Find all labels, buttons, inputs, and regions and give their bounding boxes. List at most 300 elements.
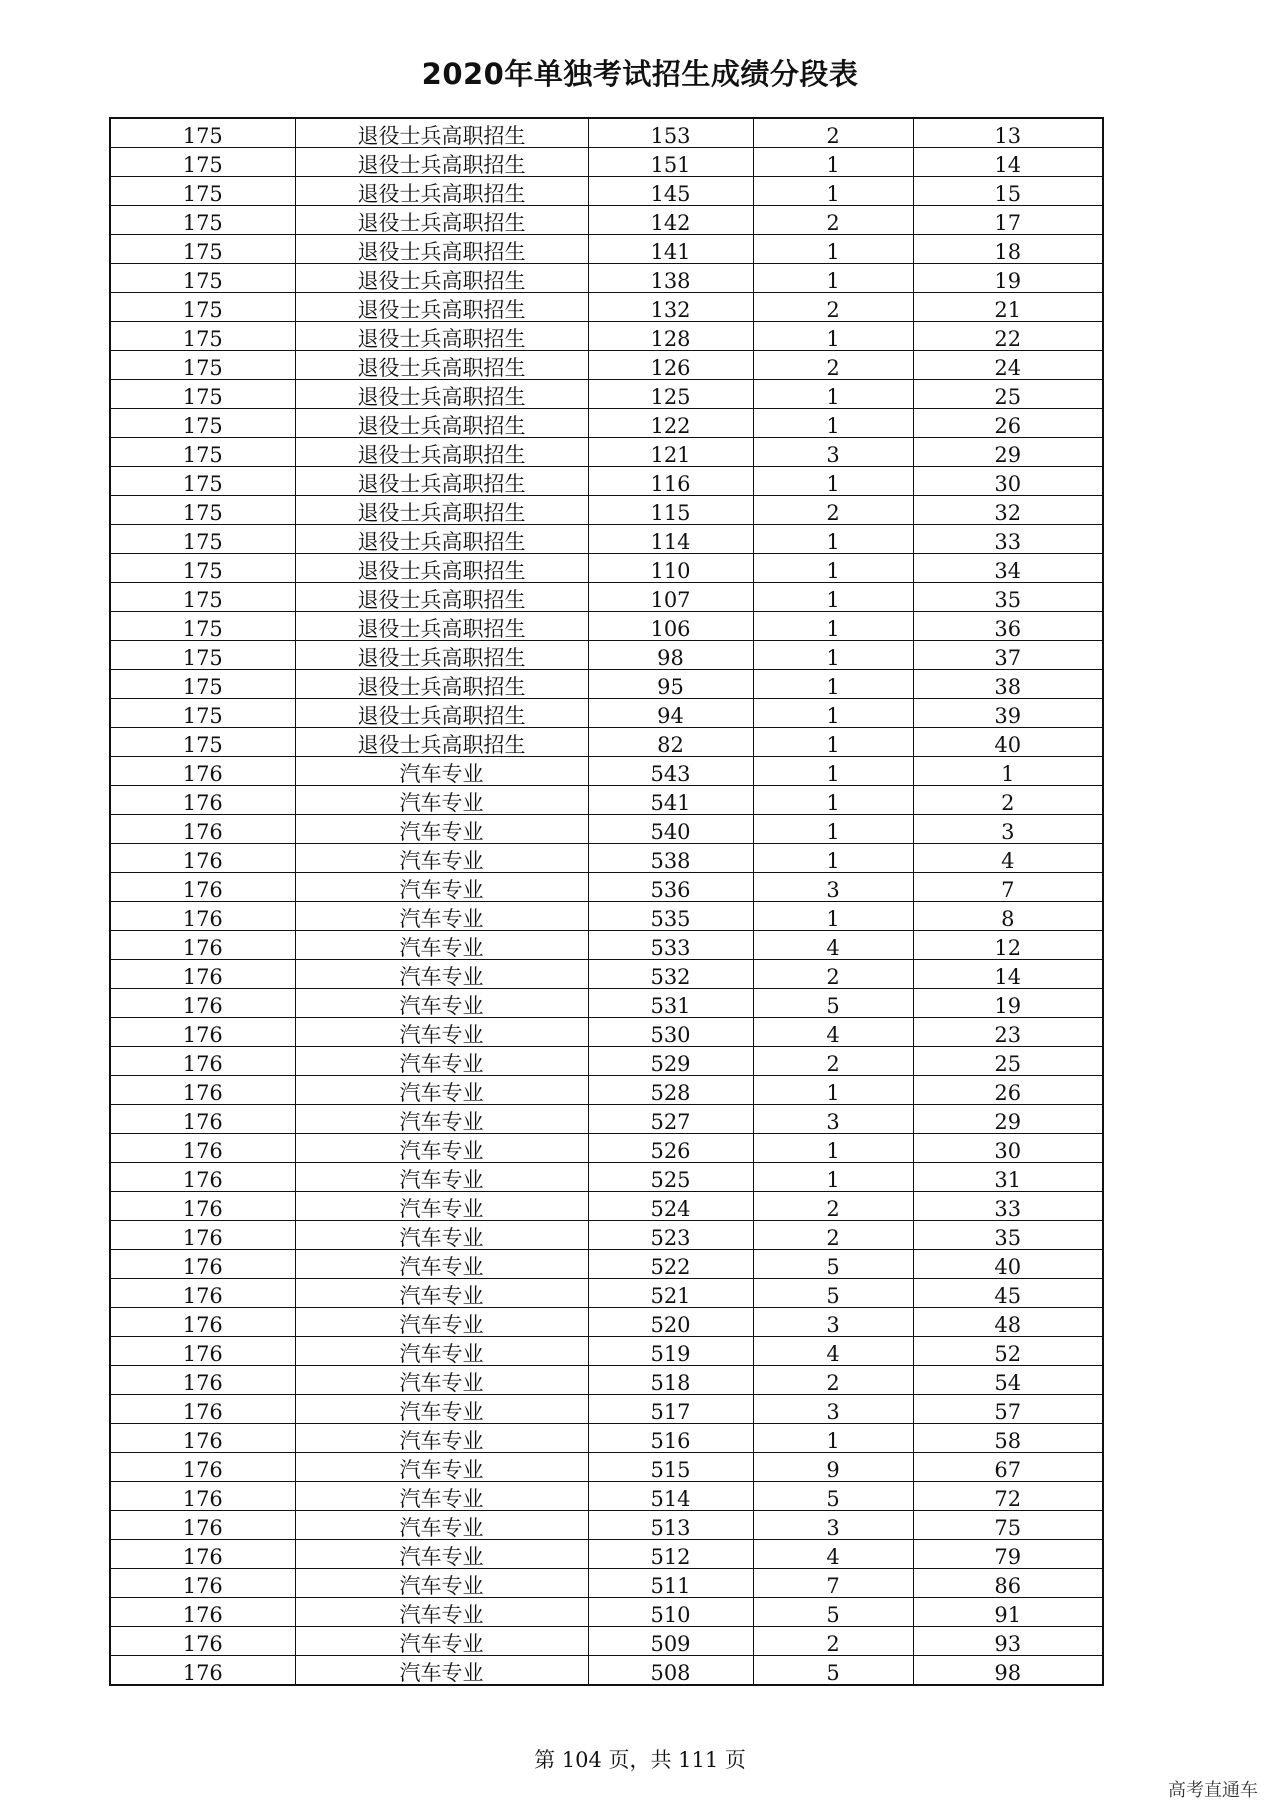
category-code-cell: 176	[110, 1076, 295, 1105]
category-code-cell: 176	[110, 1250, 295, 1279]
category-name-cell: 退役士兵高职招生	[295, 235, 588, 264]
category-name-cell: 汽车专业	[295, 1598, 588, 1627]
table-row	[110, 438, 1103, 467]
count-cell: 2	[753, 206, 913, 235]
score-cell: 114	[588, 525, 753, 554]
table-row	[110, 583, 1103, 612]
category-code-cell: 176	[110, 989, 295, 1018]
cumulative-cell: 31	[913, 1163, 1103, 1192]
category-code-cell: 176	[110, 1221, 295, 1250]
cumulative-cell: 23	[913, 1018, 1103, 1047]
cumulative-cell: 35	[913, 583, 1103, 612]
category-code-cell: 176	[110, 1511, 295, 1540]
category-code-cell: 175	[110, 496, 295, 525]
category-code-cell: 176	[110, 1047, 295, 1076]
table-row	[110, 293, 1103, 322]
count-cell: 5	[753, 1250, 913, 1279]
count-cell: 1	[753, 322, 913, 351]
score-distribution-table	[109, 117, 1104, 1686]
category-code-cell: 176	[110, 1018, 295, 1047]
category-name-cell: 退役士兵高职招生	[295, 670, 588, 699]
table-row	[110, 902, 1103, 931]
score-cell: 141	[588, 235, 753, 264]
score-cell: 516	[588, 1424, 753, 1453]
category-name-cell: 退役士兵高职招生	[295, 409, 588, 438]
table-row	[110, 525, 1103, 554]
count-cell: 4	[753, 1540, 913, 1569]
category-name-cell: 汽车专业	[295, 1395, 588, 1424]
category-code-cell: 176	[110, 1192, 295, 1221]
cumulative-cell: 26	[913, 409, 1103, 438]
category-code-cell: 175	[110, 264, 295, 293]
score-cell: 128	[588, 322, 753, 351]
table-row	[110, 177, 1103, 206]
table-row	[110, 1569, 1103, 1598]
score-cell: 525	[588, 1163, 753, 1192]
score-cell: 543	[588, 757, 753, 786]
page-title: 2020年单独考试招生成绩分段表	[421, 57, 859, 91]
table-row	[110, 728, 1103, 757]
table-row	[110, 1076, 1103, 1105]
cumulative-cell: 34	[913, 554, 1103, 583]
count-cell: 5	[753, 1656, 913, 1686]
cumulative-cell: 98	[913, 1656, 1103, 1686]
score-cell: 125	[588, 380, 753, 409]
table-row	[110, 1163, 1103, 1192]
table-row	[110, 960, 1103, 989]
cumulative-cell: 22	[913, 322, 1103, 351]
count-cell: 2	[753, 1192, 913, 1221]
score-cell: 94	[588, 699, 753, 728]
cumulative-cell: 1	[913, 757, 1103, 786]
score-cell: 132	[588, 293, 753, 322]
score-cell: 513	[588, 1511, 753, 1540]
table-row	[110, 554, 1103, 583]
table-row	[110, 815, 1103, 844]
count-cell: 4	[753, 931, 913, 960]
category-code-cell: 176	[110, 1453, 295, 1482]
cumulative-cell: 40	[913, 728, 1103, 757]
count-cell: 1	[753, 148, 913, 177]
count-cell: 1	[753, 728, 913, 757]
count-cell: 1	[753, 815, 913, 844]
cumulative-cell: 14	[913, 960, 1103, 989]
score-cell: 528	[588, 1076, 753, 1105]
category-name-cell: 汽车专业	[295, 1627, 588, 1656]
table-row	[110, 1482, 1103, 1511]
table-row	[110, 989, 1103, 1018]
category-name-cell: 退役士兵高职招生	[295, 380, 588, 409]
category-code-cell: 175	[110, 322, 295, 351]
score-cell: 519	[588, 1337, 753, 1366]
table-row	[110, 1337, 1103, 1366]
score-cell: 523	[588, 1221, 753, 1250]
count-cell: 1	[753, 612, 913, 641]
score-cell: 530	[588, 1018, 753, 1047]
count-cell: 1	[753, 583, 913, 612]
category-code-cell: 175	[110, 409, 295, 438]
category-code-cell: 176	[110, 1134, 295, 1163]
cumulative-cell: 25	[913, 1047, 1103, 1076]
watermark: 高考直通车	[1168, 1780, 1258, 1801]
table-row	[110, 1540, 1103, 1569]
category-code-cell: 175	[110, 438, 295, 467]
table-row	[110, 1105, 1103, 1134]
table-row	[110, 1366, 1103, 1395]
category-code-cell: 175	[110, 612, 295, 641]
table-row	[110, 1221, 1103, 1250]
score-cell: 98	[588, 641, 753, 670]
count-cell: 2	[753, 496, 913, 525]
category-name-cell: 汽车专业	[295, 786, 588, 815]
count-cell: 1	[753, 786, 913, 815]
count-cell: 1	[753, 1134, 913, 1163]
category-name-cell: 汽车专业	[295, 1163, 588, 1192]
category-code-cell: 175	[110, 554, 295, 583]
count-cell: 4	[753, 1337, 913, 1366]
score-cell: 126	[588, 351, 753, 380]
category-name-cell: 退役士兵高职招生	[295, 554, 588, 583]
score-cell: 540	[588, 815, 753, 844]
category-name-cell: 退役士兵高职招生	[295, 612, 588, 641]
cumulative-cell: 35	[913, 1221, 1103, 1250]
count-cell: 1	[753, 467, 913, 496]
score-cell: 153	[588, 118, 753, 148]
category-code-cell: 176	[110, 1395, 295, 1424]
count-cell: 3	[753, 873, 913, 902]
category-name-cell: 汽车专业	[295, 1540, 588, 1569]
cumulative-cell: 19	[913, 264, 1103, 293]
category-name-cell: 退役士兵高职招生	[295, 583, 588, 612]
table-row	[110, 931, 1103, 960]
category-code-cell: 175	[110, 380, 295, 409]
count-cell: 4	[753, 1018, 913, 1047]
cumulative-cell: 25	[913, 380, 1103, 409]
count-cell: 1	[753, 641, 913, 670]
score-cell: 106	[588, 612, 753, 641]
category-name-cell: 汽车专业	[295, 1511, 588, 1540]
category-code-cell: 176	[110, 1424, 295, 1453]
score-cell: 524	[588, 1192, 753, 1221]
category-code-cell: 176	[110, 1482, 295, 1511]
table-row	[110, 1627, 1103, 1656]
score-cell: 538	[588, 844, 753, 873]
cumulative-cell: 36	[913, 612, 1103, 641]
score-cell: 142	[588, 206, 753, 235]
category-name-cell: 退役士兵高职招生	[295, 438, 588, 467]
table-row	[110, 496, 1103, 525]
category-name-cell: 汽车专业	[295, 757, 588, 786]
score-cell: 531	[588, 989, 753, 1018]
page-footer: 第 104 页，共 111 页	[534, 1748, 746, 1772]
cumulative-cell: 45	[913, 1279, 1103, 1308]
category-name-cell: 汽车专业	[295, 1308, 588, 1337]
category-code-cell: 175	[110, 641, 295, 670]
table-row	[110, 1511, 1103, 1540]
cumulative-cell: 52	[913, 1337, 1103, 1366]
count-cell: 1	[753, 177, 913, 206]
category-name-cell: 汽车专业	[295, 815, 588, 844]
category-code-cell: 176	[110, 1540, 295, 1569]
score-cell: 536	[588, 873, 753, 902]
category-code-cell: 175	[110, 177, 295, 206]
cumulative-cell: 93	[913, 1627, 1103, 1656]
category-code-cell: 176	[110, 1627, 295, 1656]
category-name-cell: 汽车专业	[295, 902, 588, 931]
table-row	[110, 670, 1103, 699]
table-row	[110, 786, 1103, 815]
score-cell: 510	[588, 1598, 753, 1627]
category-name-cell: 退役士兵高职招生	[295, 293, 588, 322]
category-code-cell: 175	[110, 293, 295, 322]
category-name-cell: 汽车专业	[295, 1047, 588, 1076]
category-code-cell: 176	[110, 1105, 295, 1134]
table-row	[110, 322, 1103, 351]
score-cell: 521	[588, 1279, 753, 1308]
score-cell: 529	[588, 1047, 753, 1076]
count-cell: 5	[753, 989, 913, 1018]
count-cell: 7	[753, 1569, 913, 1598]
category-code-cell: 175	[110, 525, 295, 554]
cumulative-cell: 67	[913, 1453, 1103, 1482]
category-code-cell: 176	[110, 1656, 295, 1686]
count-cell: 2	[753, 960, 913, 989]
category-code-cell: 175	[110, 583, 295, 612]
table-row	[110, 206, 1103, 235]
count-cell: 5	[753, 1279, 913, 1308]
category-code-cell: 176	[110, 1337, 295, 1366]
category-name-cell: 汽车专业	[295, 931, 588, 960]
category-name-cell: 汽车专业	[295, 960, 588, 989]
cumulative-cell: 58	[913, 1424, 1103, 1453]
table-row	[110, 351, 1103, 380]
count-cell: 2	[753, 293, 913, 322]
score-cell: 517	[588, 1395, 753, 1424]
count-cell: 5	[753, 1482, 913, 1511]
cumulative-cell: 17	[913, 206, 1103, 235]
category-name-cell: 汽车专业	[295, 1250, 588, 1279]
cumulative-cell: 30	[913, 1134, 1103, 1163]
category-name-cell: 汽车专业	[295, 1482, 588, 1511]
category-name-cell: 汽车专业	[295, 873, 588, 902]
count-cell: 1	[753, 1076, 913, 1105]
table-row	[110, 757, 1103, 786]
table-row	[110, 409, 1103, 438]
category-code-cell: 176	[110, 1598, 295, 1627]
score-cell: 526	[588, 1134, 753, 1163]
table-row	[110, 148, 1103, 177]
category-name-cell: 退役士兵高职招生	[295, 496, 588, 525]
category-code-cell: 175	[110, 699, 295, 728]
category-code-cell: 175	[110, 148, 295, 177]
score-cell: 508	[588, 1656, 753, 1686]
cumulative-cell: 3	[913, 815, 1103, 844]
category-name-cell: 退役士兵高职招生	[295, 264, 588, 293]
category-name-cell: 汽车专业	[295, 1192, 588, 1221]
category-name-cell: 退役士兵高职招生	[295, 148, 588, 177]
category-name-cell: 退役士兵高职招生	[295, 467, 588, 496]
cumulative-cell: 26	[913, 1076, 1103, 1105]
table-row	[110, 467, 1103, 496]
category-name-cell: 退役士兵高职招生	[295, 728, 588, 757]
count-cell: 1	[753, 264, 913, 293]
score-cell: 512	[588, 1540, 753, 1569]
cumulative-cell: 29	[913, 438, 1103, 467]
count-cell: 2	[753, 1047, 913, 1076]
category-name-cell: 汽车专业	[295, 1221, 588, 1250]
score-cell: 511	[588, 1569, 753, 1598]
count-cell: 2	[753, 351, 913, 380]
count-cell: 2	[753, 1221, 913, 1250]
category-code-cell: 175	[110, 118, 295, 148]
cumulative-cell: 7	[913, 873, 1103, 902]
cumulative-cell: 8	[913, 902, 1103, 931]
score-cell: 121	[588, 438, 753, 467]
category-name-cell: 汽车专业	[295, 1569, 588, 1598]
cumulative-cell: 32	[913, 496, 1103, 525]
score-cell: 532	[588, 960, 753, 989]
category-code-cell: 176	[110, 960, 295, 989]
score-cell: 110	[588, 554, 753, 583]
category-name-cell: 汽车专业	[295, 1366, 588, 1395]
count-cell: 1	[753, 409, 913, 438]
score-cell: 95	[588, 670, 753, 699]
count-cell: 3	[753, 1511, 913, 1540]
category-name-cell: 汽车专业	[295, 1105, 588, 1134]
score-cell: 509	[588, 1627, 753, 1656]
count-cell: 1	[753, 670, 913, 699]
count-cell: 9	[753, 1453, 913, 1482]
category-name-cell: 汽车专业	[295, 1279, 588, 1308]
score-cell: 527	[588, 1105, 753, 1134]
category-code-cell: 176	[110, 931, 295, 960]
table-row	[110, 1018, 1103, 1047]
count-cell: 3	[753, 438, 913, 467]
table-row	[110, 1192, 1103, 1221]
score-cell: 122	[588, 409, 753, 438]
category-code-cell: 176	[110, 1279, 295, 1308]
count-cell: 2	[753, 118, 913, 148]
score-cell: 541	[588, 786, 753, 815]
category-code-cell: 175	[110, 351, 295, 380]
cumulative-cell: 37	[913, 641, 1103, 670]
category-name-cell: 退役士兵高职招生	[295, 351, 588, 380]
cumulative-cell: 91	[913, 1598, 1103, 1627]
category-name-cell: 退役士兵高职招生	[295, 118, 588, 148]
category-name-cell: 退役士兵高职招生	[295, 525, 588, 554]
score-cell: 138	[588, 264, 753, 293]
score-cell: 107	[588, 583, 753, 612]
score-cell: 533	[588, 931, 753, 960]
table-body	[110, 118, 1103, 1685]
category-code-cell: 175	[110, 728, 295, 757]
cumulative-cell: 57	[913, 1395, 1103, 1424]
category-name-cell: 汽车专业	[295, 844, 588, 873]
table-row	[110, 380, 1103, 409]
table-row	[110, 1134, 1103, 1163]
count-cell: 3	[753, 1395, 913, 1424]
score-cell: 151	[588, 148, 753, 177]
cumulative-cell: 15	[913, 177, 1103, 206]
category-name-cell: 汽车专业	[295, 1424, 588, 1453]
category-code-cell: 176	[110, 1569, 295, 1598]
count-cell: 1	[753, 525, 913, 554]
cumulative-cell: 40	[913, 1250, 1103, 1279]
category-name-cell: 退役士兵高职招生	[295, 699, 588, 728]
score-cell: 522	[588, 1250, 753, 1279]
count-cell: 1	[753, 235, 913, 264]
table-row	[110, 1598, 1103, 1627]
table-row	[110, 612, 1103, 641]
score-cell: 116	[588, 467, 753, 496]
cumulative-cell: 72	[913, 1482, 1103, 1511]
table-row	[110, 699, 1103, 728]
cumulative-cell: 39	[913, 699, 1103, 728]
score-cell: 82	[588, 728, 753, 757]
category-code-cell: 175	[110, 235, 295, 264]
category-code-cell: 175	[110, 206, 295, 235]
cumulative-cell: 14	[913, 148, 1103, 177]
count-cell: 1	[753, 902, 913, 931]
cumulative-cell: 86	[913, 1569, 1103, 1598]
cumulative-cell: 4	[913, 844, 1103, 873]
table-row	[110, 1424, 1103, 1453]
category-code-cell: 175	[110, 467, 295, 496]
count-cell: 2	[753, 1366, 913, 1395]
cumulative-cell: 18	[913, 235, 1103, 264]
cumulative-cell: 33	[913, 525, 1103, 554]
score-cell: 515	[588, 1453, 753, 1482]
cumulative-cell: 19	[913, 989, 1103, 1018]
score-cell: 520	[588, 1308, 753, 1337]
category-code-cell: 176	[110, 1163, 295, 1192]
cumulative-cell: 48	[913, 1308, 1103, 1337]
category-code-cell: 175	[110, 670, 295, 699]
category-code-cell: 176	[110, 815, 295, 844]
cumulative-cell: 24	[913, 351, 1103, 380]
category-name-cell: 退役士兵高职招生	[295, 322, 588, 351]
table-row	[110, 235, 1103, 264]
count-cell: 3	[753, 1308, 913, 1337]
table-row	[110, 1395, 1103, 1424]
category-code-cell: 176	[110, 786, 295, 815]
score-cell: 145	[588, 177, 753, 206]
category-code-cell: 176	[110, 1366, 295, 1395]
table-row	[110, 118, 1103, 148]
category-code-cell: 176	[110, 873, 295, 902]
table-row	[110, 873, 1103, 902]
table-row	[110, 1047, 1103, 1076]
score-cell: 514	[588, 1482, 753, 1511]
category-name-cell: 汽车专业	[295, 1337, 588, 1366]
table-row	[110, 1250, 1103, 1279]
cumulative-cell: 13	[913, 118, 1103, 148]
category-code-cell: 176	[110, 1308, 295, 1337]
count-cell: 1	[753, 1163, 913, 1192]
cumulative-cell: 54	[913, 1366, 1103, 1395]
cumulative-cell: 21	[913, 293, 1103, 322]
cumulative-cell: 29	[913, 1105, 1103, 1134]
cumulative-cell: 75	[913, 1511, 1103, 1540]
count-cell: 1	[753, 699, 913, 728]
cumulative-cell: 12	[913, 931, 1103, 960]
category-code-cell: 176	[110, 757, 295, 786]
category-code-cell: 176	[110, 844, 295, 873]
count-cell: 1	[753, 757, 913, 786]
category-name-cell: 退役士兵高职招生	[295, 177, 588, 206]
count-cell: 2	[753, 1627, 913, 1656]
score-cell: 535	[588, 902, 753, 931]
